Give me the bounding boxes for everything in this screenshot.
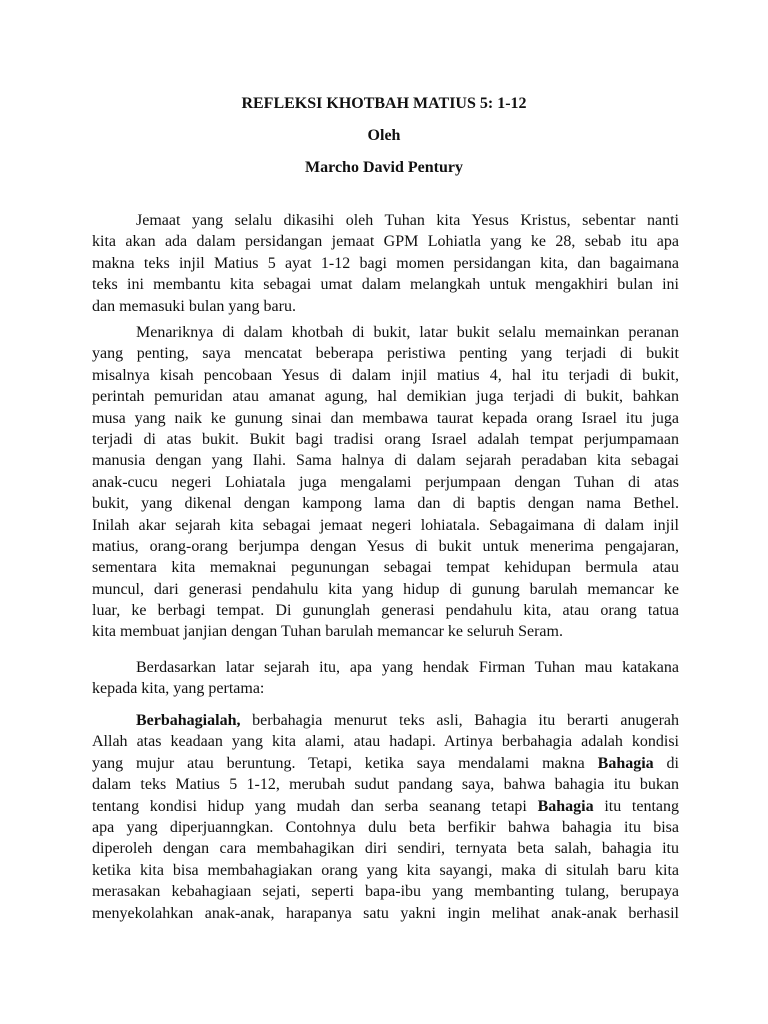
paragraph-line: dalam teks Matius 5 1-12, merubah sudut pandang saya, bahwa bahagia itu bukan <box>92 776 679 794</box>
body-paragraph-4 <box>92 710 679 924</box>
paragraph-line: terjadi di atas bukit. Bukit bagi tradisi orang Israel adalah tempat perjumpamaan <box>92 430 679 448</box>
paragraph-line: matius, orang-orang berjumpa dengan Yesus di bukit untuk menerima pengajaran, <box>92 537 679 555</box>
emphasis-text: Bahagia <box>537 797 594 815</box>
document-title: REFLEKSI KHOTBAH MATIUS 5: 1-12 <box>241 95 527 112</box>
paragraph-line: bukit, yang dikenal dengan kampong lama dan di baptis dengan nama Bethel. <box>92 495 679 513</box>
paragraph-line: perintah pemuridan atau amanat agung, hal demikian juga terjadi di bukit, bahkan <box>92 388 679 406</box>
paragraph-line: merasakan kebahagiaan sejati, seperti bapa-ibu yang membanting tulang, berupaya <box>92 883 679 901</box>
paragraph-line <box>92 710 679 731</box>
line-text: tentang kondisi hidup yang mudah dan serba seanang tetapi <box>92 797 538 815</box>
paragraph-line: Menariknya di dalam khotbah di bukit, latar bukit selalu memainkan peranan <box>136 324 679 341</box>
paragraph-line: luar, ke berbagi tempat. Di gununglah generasi pendahulu kita, atau orang tatua <box>92 602 679 620</box>
paragraph-line: anak-cucu negeri Lohiatala juga mengalami perjumpaan dengan Tuhan di atas <box>92 473 679 491</box>
paragraph-line: musa yang naik ke gunung sinai dan membawa taurat kepada orang Israel itu juga <box>92 409 679 427</box>
author-name: Marcho David Pentury <box>305 159 463 176</box>
line-text: yang mujur atau beruntung. Tetapi, ketika saya mendalami makna <box>92 754 598 772</box>
paragraph-line: makna teks injil Matius 5 ayat 1-12 bagi momen persidangan kita, dan bagaimana <box>92 254 679 272</box>
line-text: itu tentang <box>593 797 680 815</box>
paragraph-line: apa yang diperjuanngkan. Contohnya dulu beta berfikir bahwa bahagia itu bisa <box>92 818 679 836</box>
paragraph-line: dan memasuki bulan yang baru. <box>92 297 296 315</box>
body-paragraph-3 <box>92 657 679 700</box>
paragraph-line: teks ini membantu kita sebagai umat dalam melangkah untuk mengakhiri bulan ini <box>92 276 679 294</box>
paragraph-line: muncul, dari generasi pendahulu kita yang hidup di gunung barulah memancar ke <box>92 580 679 598</box>
paragraph-line: manusia dengan yang Ilahi. Sama halnya di dalam sejarah peradaban kita sebagai <box>92 452 679 470</box>
paragraph-line: diperoleh dengan cara membahagikan diri sendiri, ternyata beta salah, bahagia itu <box>92 840 679 858</box>
paragraph-line: sementara kita memaknai pegunungan sebagai tempat kehidupan bermula atau <box>92 559 679 577</box>
paragraph-line: yang penting, saya mencatat beberapa peristiwa penting yang terjadi di bukit <box>92 345 679 363</box>
body-paragraph-2 <box>92 322 679 643</box>
paragraph-line: misalnya kisah pencobaan Yesus di dalam injil matius 4, hal itu terjadi di bukit, <box>92 366 679 384</box>
emphasis-text: Bahagia <box>597 754 654 772</box>
paragraph-line: Inilah akar sejarah kita sebagai jemaat negeri lohiatala. Sebagaimana di dalam injil <box>92 516 679 534</box>
body-paragraph-1 <box>92 210 679 317</box>
paragraph-line <box>92 753 679 774</box>
paragraph-line <box>92 796 679 817</box>
paragraph-line: kita membuat janjian dengan Tuhan barulah memancar ke seluruh Seram. <box>92 623 563 641</box>
byline-label: Oleh <box>367 127 401 144</box>
emphasis-text: Berbahagialah, <box>136 712 241 729</box>
line-text: berbahagia menurut teks asli, Bahagia itu berarti anugerah <box>240 712 679 729</box>
paragraph-line: ketika kita bisa membahagiakan orang yang kita sayangi, maka di situlah baru kita <box>92 861 679 879</box>
line-text: di <box>653 754 679 772</box>
paragraph-line: kita akan ada dalam persidangan jemaat GPM Lohiatla yang ke 28, sebab itu apa <box>92 233 679 251</box>
paragraph-line: Jemaat yang selalu dikasihi oleh Tuhan kita Yesus Kristus, sebentar nanti <box>136 212 679 229</box>
paragraph-line: Berdasarkan latar sejarah itu, apa yang hendak Firman Tuhan mau katakana <box>136 659 679 676</box>
paragraph-line: kepada kita, yang pertama: <box>92 680 265 698</box>
paragraph-line: Allah atas keadaan yang kita alami, atau hadapi. Artinya berbahagia adalah kondisi <box>92 733 679 751</box>
paragraph-line: menyekolahkan anak-anak, harapanya satu yakni ingin melihat anak-anak berhasil <box>92 904 679 922</box>
